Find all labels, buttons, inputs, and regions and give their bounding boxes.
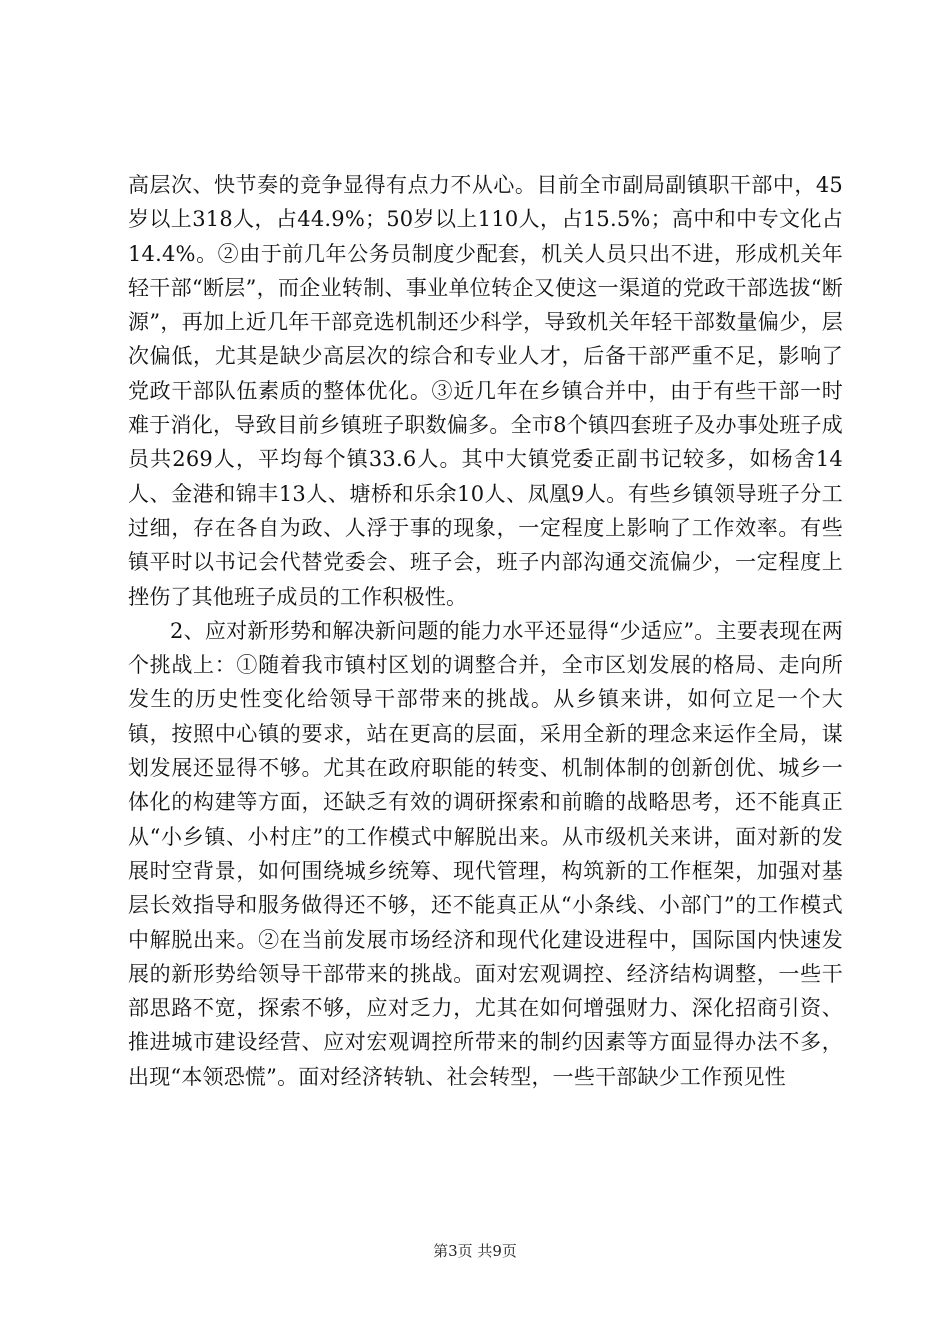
paragraph-1: 高层次、快节奏的竞争显得有点力不从心。目前全市副局副镇职干部中，45岁以上318人，占44.9%；50岁以上110人，占15.5%；高中和中专文化占14.4%。②由于前几年公务员制度少配套，机关人员只出不进，形成机关年轻干部“断层”，而企业转制、事业单位转企又使这一渠道的党政干部选拔“断源”，再加上近几年干部竞选机制还少科学，导致机关年轻干部数量偏少，层次偏低，尤其是缺少高层次的综合和专业人才，后备干部严重不足，影响了党政干部队伍素质的整体优化。③近几年在乡镇合并中，由于有些干部一时难于消化，导致目前乡镇班子职数偏多。全市8个镇四套班子及办事处班子成员共269人，平均每个镇33.6人。其中大镇党委正副书记较多，如杨舍14人、金港和锦丰13人、塘桥和乐余10人、凤凰9人。有些乡镇领导班子分工过细，存在各自为政、人浮于事的现象，一定程度上影响了工作效率。有些镇平时以书记会代替党委会、班子会，班子内部沟通交流偏少，一定程度上挫伤了其他班子成员的工作积极性。 — [128, 173, 843, 609]
document-body — [128, 168, 843, 1094]
paragraph-2: 2、应对新形势和解决新问题的能力水平还显得“少适应”。主要表现在两个挑战上：①随着我市镇村区划的调整合并，全市区划发展的格局、走向所发生的历史性变化给领导干部带来的挑战。从乡镇来讲，如何立足一个大镇，按照中心镇的要求，站在更高的层面，采用全新的理念来运作全局，谋划发展还显得不够。尤其在政府职能的转变、机制体制的创新创优、城乡一体化的构建等方面，还缺乏有效的调研探索和前瞻的战略思考，还不能真正从“小乡镇、小村庄”的工作模式中解脱出来。从市级机关来讲，面对新的发展时空背景，如何围绕城乡统筹、现代管理，构筑新的工作框架，加强对基层长效指导和服务做得还不够，还不能真正从“小条线、小部门”的工作模式中解脱出来。②在当前发展市场经济和现代化建设进程中，国际国内快速发展的新形势给领导干部带来的挑战。面对宏观调控、经济结构调整，一些干部思路不宽，探索不够，应对乏力，尤其在如何增强财力、深化招商引资、推进城市建设经营、应对宏观调控所带来的制约因素等方面显得办法不多，出现“本领恐慌”。面对经济转轨、社会转型，一些干部缺少工作预见性 — [128, 618, 843, 1089]
page-number-footer: 第3页 共9页 — [433, 1242, 517, 1260]
